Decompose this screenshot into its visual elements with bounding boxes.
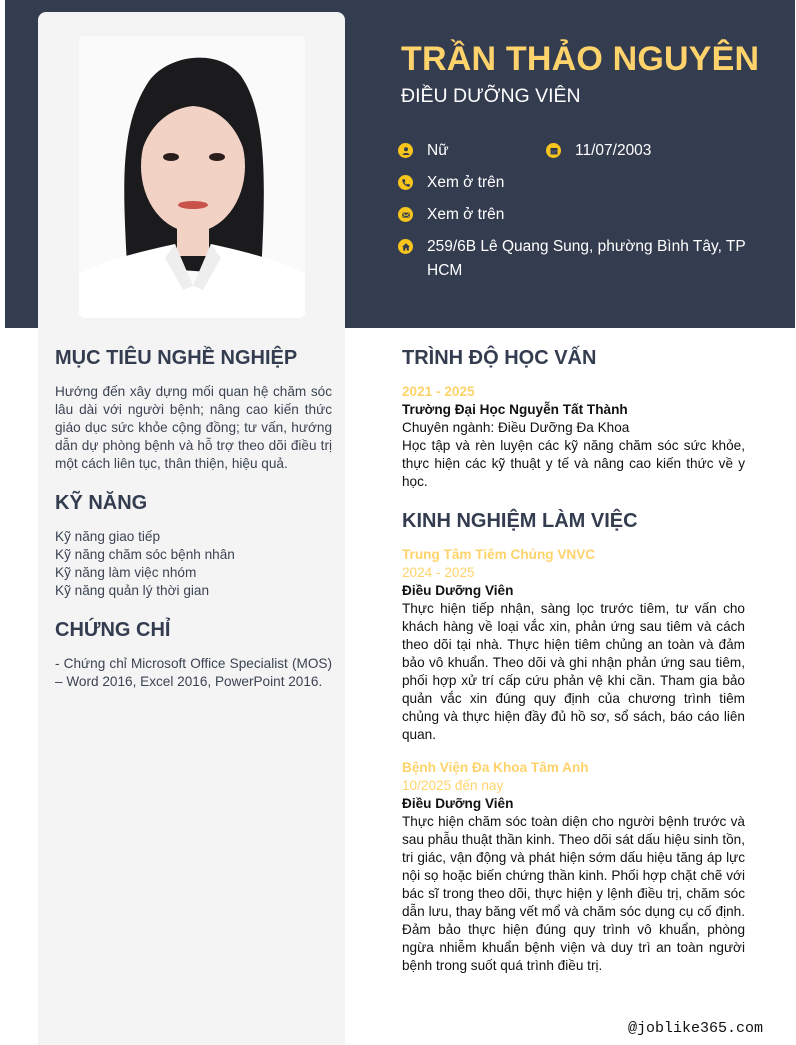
contact-address <box>398 235 758 283</box>
email-value: Xem ở trên <box>427 206 505 223</box>
footer-watermark: @joblike365.com <box>628 1020 764 1037</box>
phone-value: Xem ở trên <box>427 174 505 191</box>
job-company: Bệnh Viện Đa Khoa Tâm Anh <box>402 760 589 775</box>
education-major: Chuyên ngành: Điều Dưỡng Đa Khoa <box>402 420 630 435</box>
skill-item: Kỹ năng chăm sóc bệnh nhân <box>55 547 235 562</box>
experience-heading: KINH NGHIỆM LÀM VIỆC <box>402 510 638 532</box>
skill-item: Kỹ năng quản lý thời gian <box>55 583 210 598</box>
certificates-heading: CHỨNG CHỈ <box>55 619 171 641</box>
objective-text: Hướng đến xây dựng mối quan hệ chăm sóc lâu dài với người bệnh; nâng cao kiến thức giáo dục sức khỏe cộng đồng; tư vấn, hướng dẫn dự phòng bệnh và hỗ trợ theo dõi điều trị một cách liên tục, thân thiện, hiệu quả. <box>55 384 332 471</box>
experience-entry <box>402 546 745 744</box>
job-period: 2024 - 2025 <box>402 565 475 580</box>
job-position: Điều Dưỡng Viên <box>402 796 514 811</box>
profile-photo <box>79 36 305 318</box>
mail-icon <box>398 207 413 222</box>
objective-heading: MỤC TIÊU NGHỀ NGHIỆP <box>55 347 298 369</box>
address-value: 259/6B Lê Quang Sung, phường Bình Tây, TP HCM <box>427 238 746 279</box>
contact-dob <box>546 139 651 163</box>
job-company: Trung Tâm Tiêm Chủng VNVC <box>402 547 596 562</box>
portrait-photo-icon <box>79 36 305 318</box>
job-description: Thực hiện tiếp nhận, sàng lọc trước tiêm, tư vấn cho khách hàng về loại vắc xin, phản ứng sau tiêm và cách theo dõi tại nhà. Thực hiện tiêm chủng an toàn và đảm bảo vô khuẩn. Theo dõi và ghi nhận phản ứng sau tiêm, phối hợp xử trí cấp cứu phản vệ khi cần. Tham gia bảo quản vắc xin đúng quy định của chương trình tiêm chủng và thực hiện đầy đủ hồ sơ, sổ sách, báo cáo liên quan. <box>402 601 745 742</box>
skills-list <box>55 528 332 600</box>
gender-value: Nữ <box>427 142 449 159</box>
education-period: 2021 - 2025 <box>402 384 475 399</box>
job-period: 10/2025 đến nay <box>402 778 504 793</box>
education-description: Học tập và rèn luyện các kỹ năng chăm sóc sức khỏe, thực hiện các kỹ thuật y tế và nâng cao kiến thức về y học. <box>402 438 745 489</box>
education-school: Trường Đại Học Nguyễn Tất Thành <box>402 402 628 417</box>
contact-phone <box>398 171 504 195</box>
contact-email <box>398 203 504 227</box>
user-icon <box>398 143 413 158</box>
job-position: Điều Dưỡng Viên <box>402 583 514 598</box>
home-icon <box>398 239 413 254</box>
skill-item: Kỹ năng làm việc nhóm <box>55 565 197 580</box>
certificates-text: - Chứng chỉ Microsoft Office Specialist (MOS) – Word 2016, Excel 2016, PowerPoint 2016. <box>55 656 332 689</box>
phone-icon <box>398 175 413 190</box>
skills-heading: KỸ NĂNG <box>55 492 148 514</box>
candidate-name: TRẦN THẢO NGUYÊN <box>401 40 760 78</box>
education-entry <box>402 383 745 491</box>
experience-entry <box>402 759 745 975</box>
calendar-icon <box>546 143 561 158</box>
skill-item: Kỹ năng giao tiếp <box>55 529 161 544</box>
candidate-title: ĐIỀU DƯỠNG VIÊN <box>401 85 581 107</box>
education-heading: TRÌNH ĐỘ HỌC VẤN <box>402 347 597 369</box>
contact-gender <box>398 139 449 163</box>
job-description: Thực hiện chăm sóc toàn diện cho người bệnh trước và sau phẫu thuật thần kinh. Theo dõi sát dấu hiệu sinh tồn, tri giác, vận động và phát hiện sớm dấu hiệu tăng áp lực nội sọ hoặc biến chứng thần kinh. Phối hợp chặt chẽ với bác sĩ trong theo dõi, thực hiện y lệnh điều trị, chăm sóc dẫn lưu, thay băng vết mổ và chăm sóc dụng cụ cố định. Đảm bảo thực hiện đúng quy trình vô khuẩn, phòng ngừa nhiễm khuẩn bệnh viện và duy trì an toàn người bệnh trong suốt quá trình điều trị. <box>402 814 745 973</box>
dob-value: 11/07/2003 <box>575 142 652 159</box>
